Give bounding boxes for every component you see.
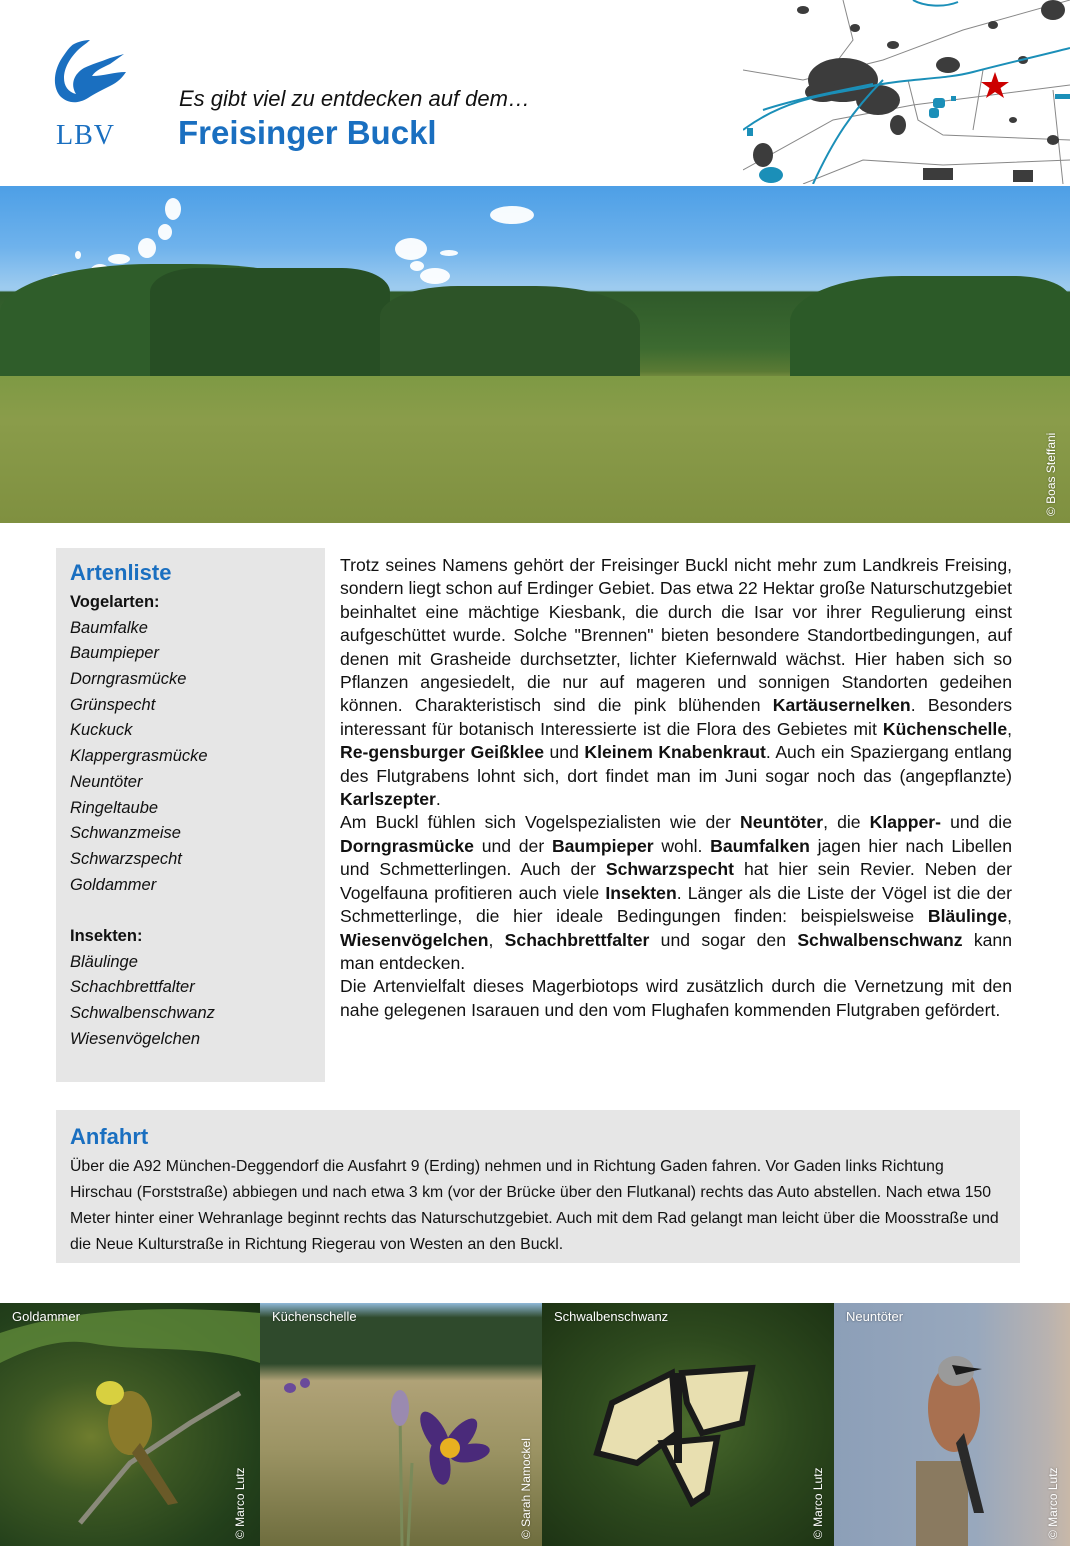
species-list xyxy=(70,590,215,1052)
highlighted-term: Küchenschelle xyxy=(882,718,1008,739)
page-title: Freisinger Buckl xyxy=(178,114,437,151)
hero-photo xyxy=(0,186,1070,523)
list-item: Dorngrasmücke xyxy=(70,670,187,689)
highlighted-term: Karlszepter xyxy=(340,789,436,810)
page-subtitle: Es gibt viel zu entdecken auf dem… xyxy=(179,86,530,111)
list-item: Kuckuck xyxy=(70,721,133,740)
butterfly-illustration xyxy=(542,1303,834,1546)
highlighted-term: Klapper- xyxy=(869,812,941,833)
list-item: Ringeltaube xyxy=(70,798,159,817)
photo-goldammer xyxy=(0,1303,260,1546)
list-item: Bläulinge xyxy=(70,952,138,971)
photo-kuechenschelle xyxy=(260,1303,542,1546)
photo-credit: © Boas Steffani xyxy=(1044,432,1058,516)
location-map xyxy=(743,0,1070,184)
map-graphic xyxy=(743,0,1070,184)
list-item: Klappergrasmücke xyxy=(70,747,208,766)
highlighted-term: Neuntöter xyxy=(740,812,824,833)
photo-caption: Goldammer xyxy=(12,1309,80,1324)
photo-credit: © Marco Lutz xyxy=(233,1467,247,1539)
bird-on-post-illustration xyxy=(834,1303,1070,1546)
highlighted-term: Kleinem Knabenkraut xyxy=(584,742,766,763)
highlighted-term: Baumfalken xyxy=(710,835,810,856)
list-item: Grünspecht xyxy=(70,695,156,714)
list-item: Wiesenvögelchen xyxy=(70,1029,201,1048)
highlighted-term: Wiesenvögelchen xyxy=(340,929,489,950)
highlighted-term: Re-gensburger Geißklee xyxy=(340,742,544,763)
logo-text: LBV xyxy=(56,120,115,151)
highlighted-term: Schwalbenschwanz xyxy=(797,929,963,950)
highlighted-term: Kartäusernelken xyxy=(772,695,911,716)
photo-credit: © Sarah Namockel xyxy=(519,1438,533,1539)
species-list-panel xyxy=(56,548,325,1082)
photo-neuntoeter xyxy=(834,1303,1070,1546)
list-item: Baumpieper xyxy=(70,644,159,663)
photo-caption: Küchenschelle xyxy=(272,1309,357,1324)
kingfisher-bird-icon xyxy=(48,38,128,118)
list-item: Neuntöter xyxy=(70,772,143,791)
photo-caption: Schwalbenschwanz xyxy=(554,1309,669,1324)
directions-text: Über die A92 München-Deggendorf die Ausfahrt 9 (Erding) nehmen und in Richtung Gaden fahren. Vor Gaden links Richtung Hirschau (Forststraße) abbiegen und nach etwa 3 km (vor der Brücke über den Flutkanal) rechts das Auto abstellen. Nach etwa 150 Meter hinter einer Wehranlage beginnt rechts das Naturschutzgebiet. Auch mit dem Rad gelangt man leicht über die Moosstraße und die Neue Kulturstraße in Richtung Riegerau von Westen an den Buckl. xyxy=(70,1158,999,1253)
highlighted-term: Insekten xyxy=(605,882,677,903)
species-list-title: Artenliste xyxy=(70,560,172,585)
photo-credit: © Marco Lutz xyxy=(1046,1467,1060,1539)
highlighted-term: Baumpieper xyxy=(551,835,654,856)
spacer xyxy=(70,898,215,924)
list-item: Baumfalke xyxy=(70,618,148,637)
photo-schwalbenschwanz xyxy=(542,1303,834,1546)
paragraph: Die Artenvielfalt dieses Magerbiotops wird zusätzlich durch die Vernetzung mit den nahe gelegenen Isarauen und den vom Flughafen kommenden Flutgraben gefördert. xyxy=(340,976,1012,1020)
list-item: Schachbrettfalter xyxy=(70,978,195,997)
description-text xyxy=(340,554,1012,1022)
directions-panel xyxy=(56,1110,1020,1263)
group-heading-birds: Vogelarten: xyxy=(70,593,160,611)
flower-illustration xyxy=(260,1303,542,1546)
list-item: Goldammer xyxy=(70,875,157,894)
paragraph: Am Buckl fühlen sich Vogelspezialisten wie der Neuntöter, die Klapper- und die Dorngrasmücke und der Baumpieper wohl. Baumfalken jagen hier nach Libellen und Schmetterlingen. Auch der Schwarzspecht hat hier sein Revier. Neben der Vogelfauna profitieren auch viele Insekten. Länger als die Liste der Vögel ist die der Schmetterlinge, die hier ideale Bedingungen finden: beispielsweise Bläulinge, Wiesenvögelchen, Schachbrettfalter und sogar den Schwalbenschwanz kann man entdecken. xyxy=(340,812,1013,973)
directions-title: Anfahrt xyxy=(70,1124,149,1149)
list-item: Schwarzspecht xyxy=(70,849,182,868)
bird-illustration xyxy=(0,1303,260,1546)
lbv-logo xyxy=(48,38,128,153)
list-item: Schwalbenschwanz xyxy=(70,1004,215,1022)
highlighted-term: Schwarzspecht xyxy=(605,859,734,880)
highlighted-term: Dorngrasmücke xyxy=(340,835,474,856)
group-heading-insects: Insekten: xyxy=(70,926,143,945)
list-item: Schwanzmeise xyxy=(70,824,181,843)
photo-credit: © Marco Lutz xyxy=(811,1467,825,1539)
photo-caption: Neuntöter xyxy=(846,1309,904,1324)
highlighted-term: Schachbrettfalter xyxy=(504,929,650,950)
paragraph: Trotz seines Namens gehört der Freisinger Buckl nicht mehr zum Landkreis Freising, sondern liegt schon auf Erdinger Gebiet. Das etwa 22 Hektar große Naturschutzgebiet beinhaltet eine mächtige Kiesbank, die durch die Isar vor ihrer Regulierung einst aufgeschüttet wurde. Solche "Brennen" bieten besondere Standortbedingungen, auf denen mit Grasheide durchsetzter, lichter Kiefernwald wächst. Hier haben sich so Pflanzen angesiedelt, die nur auf mageren und sonnigen Standorten gedeihen können. Charakteristisch sind die pink blühenden Kartäusernelken. Besonders interessant für botanisch Interessierte ist die Flora des Gebietes mit Küchenschelle, Re-gensburger Geißklee und Kleinem Knabenkraut. Auch ein Spaziergang entlang des Flutgrabens lohnt sich, dort findet man im Juni sogar noch das (angepflanzte) Karlszepter. xyxy=(340,555,1012,810)
highlighted-term: Bläulinge xyxy=(927,906,1008,927)
